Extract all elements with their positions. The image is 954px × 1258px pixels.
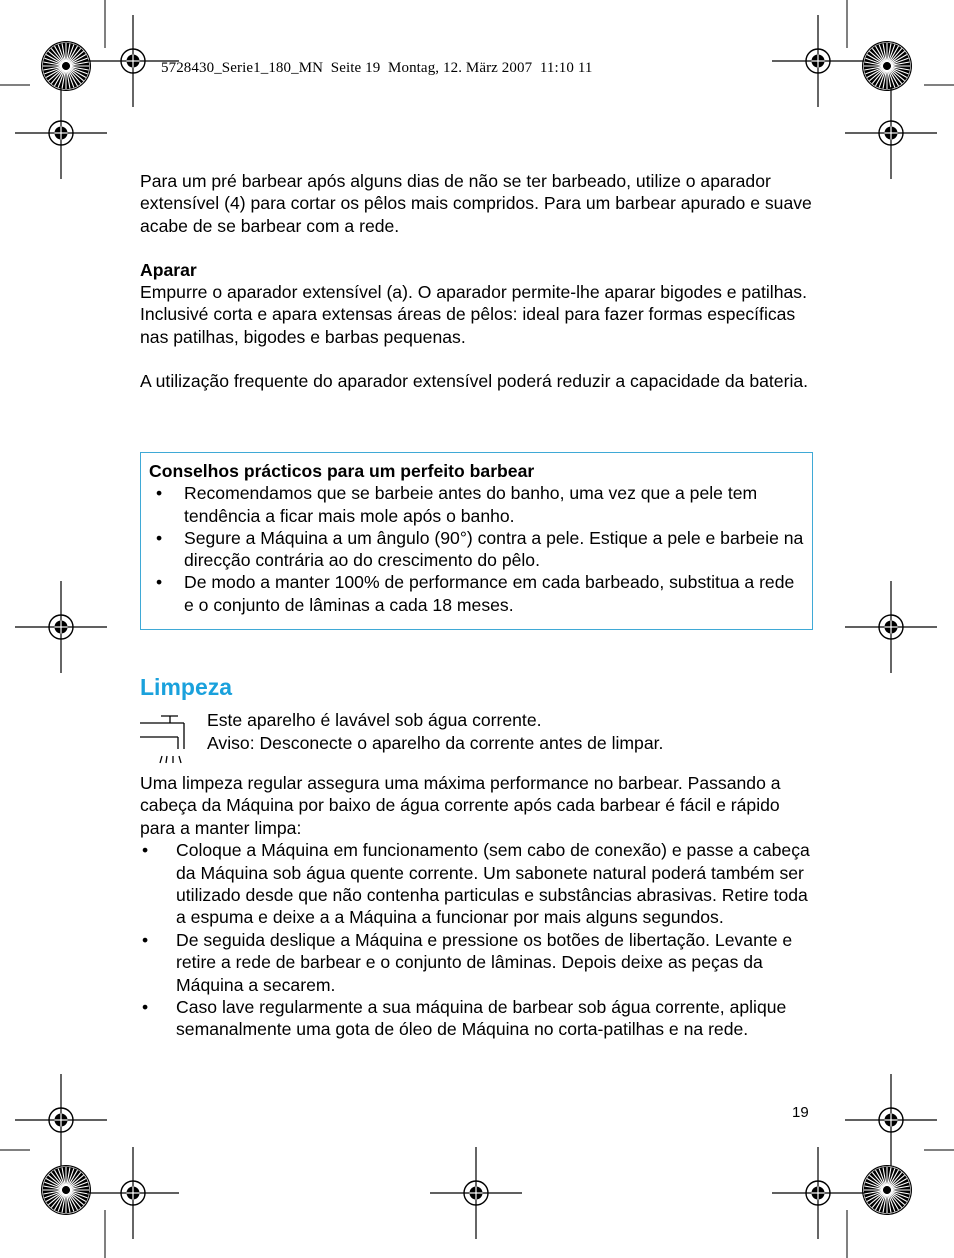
warning-text: Aviso: Desconecte o aparelho da corrente antes de limpar.	[207, 733, 664, 753]
bullet-icon: •	[142, 997, 149, 1018]
registration-mark-icon	[15, 1074, 107, 1166]
registration-mark-icon	[772, 1147, 864, 1239]
list-item-text: Recomendamos que se barbeie antes do banho, uma vez que a pele tem tendência a ficar mais mole após o banho.	[184, 483, 758, 526]
registration-mark-icon	[87, 1147, 179, 1239]
list-item-text: De modo a manter 100% de performance em cada barbeado, substitua a rede e o conjunto de lâminas a cada 18 meses.	[184, 572, 795, 615]
trim-note: A utilização frequente do aparador extensível poderá reduzir a capacidade da bateria.	[140, 371, 809, 392]
registration-mark-icon	[845, 87, 937, 179]
bullet-icon: •	[156, 483, 163, 504]
tips-title: Conselhos prácticos para um perfeito barbear	[149, 461, 535, 481]
bullet-icon: •	[142, 840, 149, 861]
list-item	[149, 527, 805, 572]
registration-mark-icon	[845, 581, 937, 673]
washable-text: Este aparelho é lavável sob água corrente.	[207, 710, 542, 730]
star-target-icon	[41, 41, 91, 91]
bullet-icon: •	[156, 527, 163, 548]
list-item-text: Caso lave regularmente a sua máquina de barbear sob água corrente, aplique semanalmente uma gota de óleo de Máquina no corta-patilhas e na rede.	[176, 997, 787, 1040]
registration-mark-icon	[15, 581, 107, 673]
tips-list	[149, 482, 805, 616]
registration-mark-icon	[430, 1147, 522, 1239]
intro-paragraph: Para um pré barbear após alguns dias de não se ter barbeado, utilize o aparador extensível (4) para cortar os pêlos mais compridos. Para um barbear apurado e suave acabe de se barbear com a rede.	[140, 171, 812, 236]
water-tap-icon	[140, 712, 194, 766]
trim-heading: Aparar	[140, 259, 197, 280]
cleaning-list	[140, 839, 812, 1041]
list-item-text: Coloque a Máquina em funcionamento (sem cabo de conexão) e passe a cabeça da Máquina sob água quente corrente. Um sabonete natural poderá também ser utilizado desde que não contenha particulas e substâncias abrasivas. Retire toda a espuma e deixe a a Máquina a funcionar por mais alguns segundos.	[176, 840, 810, 928]
main-text	[140, 170, 812, 392]
bullet-icon: •	[156, 572, 163, 593]
cleaning-intro: Uma limpeza regular assegura uma máxima performance no barbear. Passando a cabeça da Máquina por baixo de água corrente após cada barbear é fácil e rápido para a manter limpa:	[140, 773, 781, 838]
list-item	[149, 482, 805, 527]
registration-mark-icon	[15, 87, 107, 179]
page-number: 19	[792, 1104, 809, 1121]
registration-mark-icon	[845, 1074, 937, 1166]
list-item	[149, 571, 805, 616]
slug-line: 5728430_Serie1_180_MN Seite 19 Montag, 12. März 2007 11:10 11	[161, 60, 593, 76]
list-item-text: Segure a Máquina a um ângulo (90°) contra a pele. Estique a pele e barbeie na direcção contrária ao do crescimento do pêlo.	[184, 527, 804, 571]
star-target-icon	[862, 1165, 912, 1215]
section-title: Limpeza	[140, 674, 233, 700]
list-item	[140, 996, 812, 1041]
cleaning-section	[140, 772, 812, 1041]
star-target-icon	[41, 1165, 91, 1215]
list-item-text: De seguida deslique a Máquina e pressione os botões de libertação. Levante e retire a rede de barbear e o conjunto de lâminas. Depois deixe as peças da Máquina a secarem.	[176, 929, 793, 995]
trim-paragraph: Empurre o aparador extensível (a). O aparador permite-lhe aparar bigodes e patilhas. Inclusivé corta e apara extensas áreas de pêlos: ideal para fazer formas específicas nas patilhas, bigodes e barbas pequenas.	[140, 282, 807, 347]
washable-notice	[207, 709, 663, 755]
tips-box	[140, 452, 813, 630]
list-item	[140, 839, 812, 929]
star-target-icon	[862, 41, 912, 91]
registration-mark-icon	[772, 15, 864, 107]
bullet-icon: •	[142, 929, 149, 950]
list-item	[140, 929, 812, 996]
